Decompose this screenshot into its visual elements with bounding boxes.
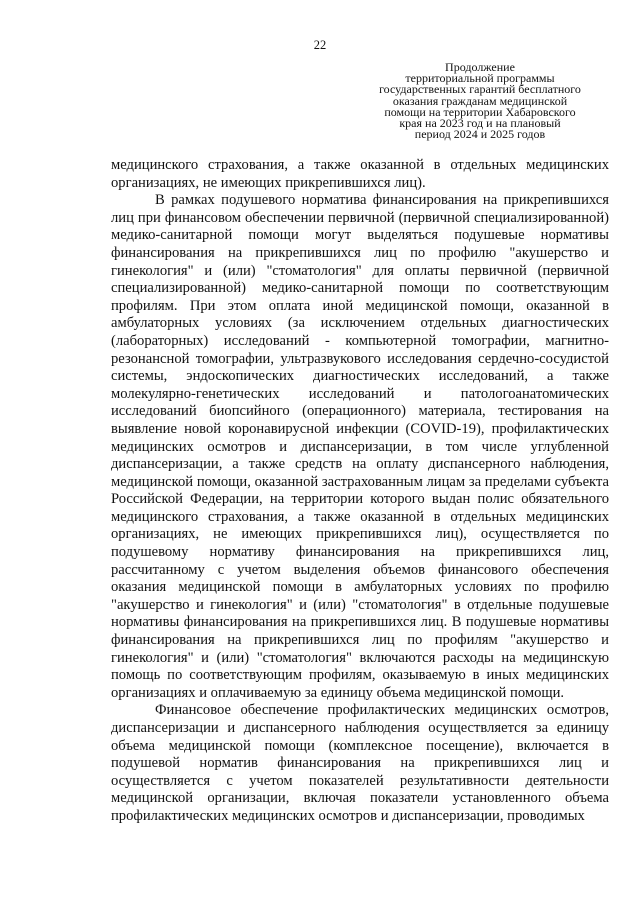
paragraph-preventive-exams: Финансовое обеспечение профилактических медицинских осмотров, диспансеризации и диспансерного наблюдения осуществляется за единицу объема медицинской помощи (комплексное посещение), включается в подушевой норматив финансирования на прикрепившихся лиц и осуществляется с учетом показателей результативности деятельности медицинской организации, включая показатели установленного объема профилактических медицинских осмотров и диспансеризации, проводимых — [111, 702, 609, 824]
appendix-note-line: территориальной программы — [405, 71, 555, 86]
appendix-note-line: оказания гражданам медицинской — [392, 93, 568, 108]
appendix-note-line: государственных гарантий бесплатного — [379, 82, 581, 97]
page-number: 22 — [313, 38, 327, 52]
appendix-note-line: помощи на территории Хабаровского — [384, 104, 576, 119]
appendix-note-line: края на 2023 год и на плановый — [399, 116, 561, 131]
paragraph-continuation: медицинского страхования, а также оказанной в отдельных медицинских организациях, не имеющих прикрепившихся лиц). — [111, 157, 609, 191]
appendix-note-line: период 2024 и 2025 годов — [414, 127, 546, 142]
appendix-note — [375, 62, 585, 140]
document-body — [111, 157, 609, 826]
paragraph-per-capita-standard: В рамках подушевого норматива финансирования на прикрепившихся лиц при финансовом обеспечении первичной (первичной специализированной) медико-санитарной помощи могут выделяться подушевые нормативы финансирования на прикрепившихся лиц по профилю "акушерство и гинекология" и (или) "стоматология" для оплаты первичной (первичной специализированной) медико-санитарной помощи по соответствующим профилям. При этом оплата иной медицинской помощи, оказанной в амбулаторных условиях (за исключением отдельных диагностических (лабораторных) исследований - компьютерной томографии, магнитно-резонансной томографии, ультразвукового исследования сердечно-сосудистой системы, эндоскопических диагностических исследований, а также молекулярно-генетических исследований и патологоанатомических исследований биопсийного (операционного) материала, тестирования на выявление новой коронавирусной инфекции (COVID-19), профилактических медицинских осмотров и диспансеризации, в том числе углубленной диспансеризации, а также средств на оплату диспансерного наблюдения, медицинской помощи, оказанной застрахованным лицам за пределами субъекта Российской Федерации, на территории которого выдан полис обязательного медицинского страхования, а также оказанной в отдельных медицинских организациях, не имеющих прикрепившихся лиц), осуществляется по подушевому нормативу финансирования на прикрепившихся лиц, рассчитанному с учетом выделения объемов финансового обеспечения оказания медицинской помощи в амбулаторных условиях по профилю "акушерство и гинекология" и (или) "стоматология" в отдельные подушевые нормативы финансирования на прикрепившихся лиц. В подушевые нормативы финансирования на прикрепившихся лиц по профилям "акушерство и гинекология" и (или) "стоматология" включаются расходы на медицинскую помощь по соответствующим профилям, оказываемую в иных медицинских организациях и оплачиваемую за единицу объема медицинской помощи. — [111, 192, 609, 701]
appendix-note-line: Продолжение — [445, 60, 515, 74]
